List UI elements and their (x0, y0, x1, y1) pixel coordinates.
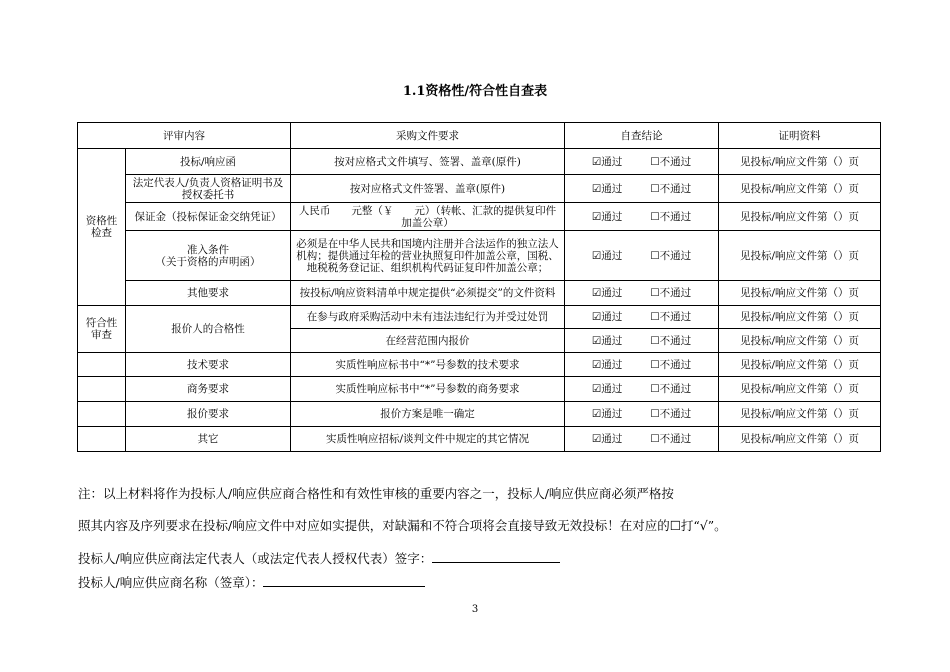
row-item: 报价人的合格性 (126, 306, 291, 353)
result-cell (565, 281, 719, 306)
empty-group-cell (78, 402, 126, 427)
row-requirement: 按对应格式文件签署、盖章(原件) (291, 175, 565, 203)
fail-checkbox[interactable]: ☐不通过 (650, 433, 692, 445)
evidence-cell: 见投标/响应文件第（）页 (719, 329, 881, 353)
empty-group-cell (78, 377, 126, 402)
evidence-cell: 见投标/响应文件第（）页 (719, 427, 881, 452)
pass-checkbox[interactable]: ☑通过 (591, 287, 623, 299)
row-requirement: 实质性响应招标/谈判文件中规定的其它情况 (291, 427, 565, 452)
page-title: 1.1资格性/符合性自查表 (402, 84, 548, 99)
group-conformity-review: 符合性审查 (78, 306, 126, 353)
result-cell (565, 427, 719, 452)
self-check-table (77, 122, 881, 452)
table-row (78, 175, 881, 203)
table-row (78, 231, 881, 281)
row-requirement: 报价方案是唯一确定 (291, 402, 565, 427)
evidence-cell: 见投标/响应文件第（）页 (719, 306, 881, 329)
table-row (78, 377, 881, 402)
evidence-cell: 见投标/响应文件第（）页 (719, 353, 881, 377)
result-cell (565, 203, 719, 231)
result-cell (565, 402, 719, 427)
evidence-cell: 见投标/响应文件第（）页 (719, 149, 881, 175)
signature-representative-field[interactable] (432, 550, 560, 563)
signature-representative-line (78, 549, 560, 567)
header-review-content: 评审内容 (78, 123, 291, 149)
result-cell (565, 175, 719, 203)
result-cell (565, 329, 719, 353)
signature-representative-label: 投标人/响应供应商法定代表人（或法定代表人授权代表）签字： (78, 551, 433, 566)
empty-group-cell (78, 353, 126, 377)
evidence-cell: 见投标/响应文件第（）页 (719, 231, 881, 281)
table-row (78, 353, 881, 377)
fail-checkbox[interactable]: ☐不通过 (650, 383, 692, 395)
table-header-row (78, 123, 881, 149)
table-row (78, 149, 881, 175)
result-cell (565, 353, 719, 377)
evidence-cell: 见投标/响应文件第（）页 (719, 203, 881, 231)
table-row (78, 402, 881, 427)
pass-checkbox[interactable]: ☑通过 (591, 249, 623, 262)
row-item: 准入条件 （关于资格的声明函） (126, 231, 291, 281)
row-requirement: 必须是在中华人民共和国境内注册并合法运作的独立法人机构；提供通过年检的营业执照复印件加盖公章，国税、地税税务登记证、组织机构代码证复印件加盖公章； (291, 231, 565, 281)
pass-checkbox[interactable]: ☑通过 (591, 155, 623, 168)
pass-checkbox[interactable]: ☑通过 (591, 408, 623, 420)
row-item: 其他要求 (126, 281, 291, 306)
row-requirement: 实质性响应标书中“*”号参数的商务要求 (291, 377, 565, 402)
header-self-check-result: 自查结论 (565, 123, 719, 149)
evidence-cell: 见投标/响应文件第（）页 (719, 281, 881, 306)
table-row (78, 427, 881, 452)
fail-checkbox[interactable]: ☐不通过 (650, 334, 692, 347)
pass-checkbox[interactable]: ☑通过 (591, 334, 623, 347)
supplier-name-line (78, 573, 425, 591)
result-cell (565, 306, 719, 329)
group-qualification-check: 资格性检查 (78, 149, 126, 306)
evidence-cell: 见投标/响应文件第（）页 (719, 175, 881, 203)
result-cell (565, 149, 719, 175)
row-requirement: 在经营范围内报价 (291, 329, 565, 353)
fail-checkbox[interactable]: ☐不通过 (650, 155, 692, 168)
page-number: 3 (471, 604, 479, 615)
result-cell (565, 231, 719, 281)
evidence-cell: 见投标/响应文件第（）页 (719, 402, 881, 427)
row-requirement: 在参与政府采购活动中未有违法违纪行为并受过处罚 (291, 306, 565, 329)
fail-checkbox[interactable]: ☐不通过 (650, 408, 692, 420)
row-item: 技术要求 (126, 353, 291, 377)
pass-checkbox[interactable]: ☑通过 (591, 210, 623, 223)
pass-checkbox[interactable]: ☑通过 (591, 433, 623, 445)
fail-checkbox[interactable]: ☐不通过 (650, 358, 692, 371)
supplier-name-field[interactable] (263, 574, 425, 587)
row-item: 其它 (126, 427, 291, 452)
row-item: 法定代表人/负责人资格证明书及授权委托书 (126, 175, 291, 203)
evidence-cell: 见投标/响应文件第（）页 (719, 377, 881, 402)
fail-checkbox[interactable]: ☐不通过 (650, 210, 692, 223)
row-requirement: 人民币 元整（￥ 元）（转帐、汇款的提供复印件加盖公章） (291, 203, 565, 231)
supplier-name-label: 投标人/响应供应商名称（签章）： (78, 575, 264, 590)
note-line-1: 注：以上材料将作为投标人/响应供应商合格性和有效性审核的重要内容之一，投标人/响应供应商必须严格按 (78, 486, 674, 501)
fail-checkbox[interactable]: ☐不通过 (650, 311, 692, 323)
result-cell (565, 377, 719, 402)
note-line-2: 照其内容及序列要求在投标/响应文件中对应如实提供，对缺漏和不符合项将会直接导致无效投标！在对应的☐打“√”。 (78, 518, 727, 533)
pass-checkbox[interactable]: ☑通过 (591, 311, 623, 323)
pass-checkbox[interactable]: ☑通过 (591, 182, 623, 195)
row-item: 商务要求 (126, 377, 291, 402)
header-evidence: 证明资料 (719, 123, 881, 149)
header-procurement-requirements: 采购文件要求 (291, 123, 565, 149)
row-item: 保证金（投标保证金交纳凭证） (126, 203, 291, 231)
row-requirement: 按投标/响应资料清单中规定提供“必须提交”的文件资料 (291, 281, 565, 306)
table-row (78, 306, 881, 329)
row-item: 报价要求 (126, 402, 291, 427)
row-requirement: 按对应格式文件填写、签署、盖章(原件) (291, 149, 565, 175)
fail-checkbox[interactable]: ☐不通过 (650, 287, 692, 299)
table-row (78, 203, 881, 231)
empty-group-cell (78, 427, 126, 452)
fail-checkbox[interactable]: ☐不通过 (650, 182, 692, 195)
table-row (78, 281, 881, 306)
row-item: 投标/响应函 (126, 149, 291, 175)
pass-checkbox[interactable]: ☑通过 (591, 383, 623, 395)
row-requirement: 实质性响应标书中“*”号参数的技术要求 (291, 353, 565, 377)
pass-checkbox[interactable]: ☑通过 (591, 358, 623, 371)
fail-checkbox[interactable]: ☐不通过 (650, 249, 692, 262)
